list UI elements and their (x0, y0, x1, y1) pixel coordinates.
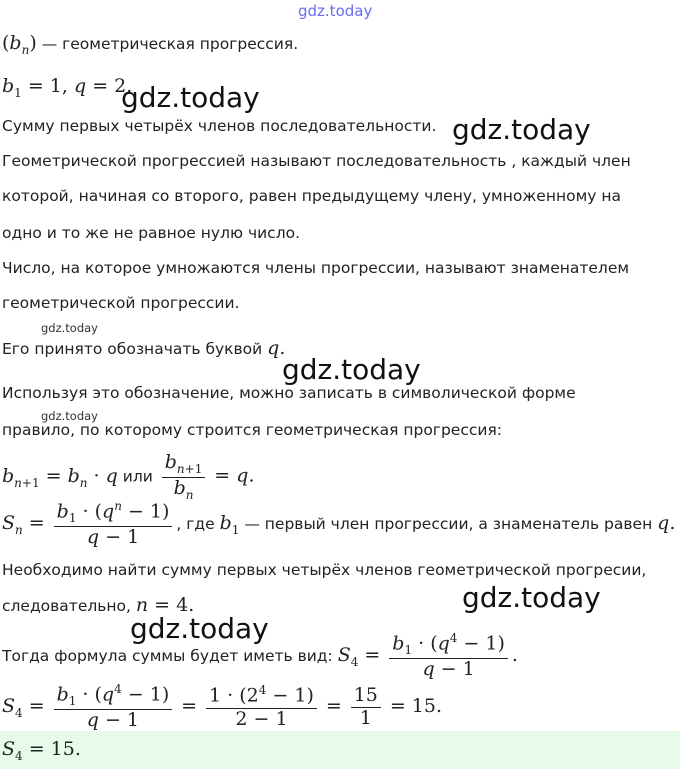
first-term-text: — первый член прогрессии, а знаменатель равен (244, 514, 653, 533)
progression-text: — геометрическая прогрессия. (41, 35, 299, 53)
task-text: Сумму первых четырёх членов последовательности. (2, 117, 437, 135)
recurrence-formula: $b_{n+1} = b_n \cdot q$ или $\frac{b_{n+1}}{b_n}$ = q. (2, 451, 255, 502)
notation-text: Его принято обозначать буквой (2, 340, 263, 358)
notation-line: Его принято обозначать буквой q. (2, 337, 286, 359)
watermark-small: gdz.today (41, 409, 98, 423)
given-values: $b_1 = 1$, q = 2. (2, 75, 133, 100)
formula-view-text: Тогда формула суммы будет иметь вид: (2, 646, 333, 665)
math-bn: $(b_n)$ (2, 32, 37, 57)
n-value-line: следовательно, n = 4. (2, 594, 195, 616)
therefore-text: следовательно, (2, 597, 131, 615)
symbolic-line-1: Используя это обозначение, можно записать в символической форме (2, 384, 576, 402)
watermark: gdz.today (462, 581, 601, 614)
or-word: или (122, 467, 153, 486)
calc-fraction-1: $\frac{b_1 \cdot (q^4 - 1)}{q - 1}$ (54, 683, 173, 732)
watermark: gdz.today (452, 113, 591, 146)
ratio-fraction: $\frac{b_{n+1}}{b_n}$ (162, 452, 206, 502)
definition-line-1: Геометрической прогрессией называют последовательность , каждый член (2, 152, 631, 170)
ratio-line-1: Число, на которое умножаются члены прогрессии, называют знаменателем (2, 259, 630, 277)
definition-line-3: одно и то же не равное нулю число. (2, 224, 301, 242)
watermark: gdz.today (121, 81, 260, 114)
s4-fraction: $\frac{b_1 \cdot (q^4 - 1)}{q - 1}$ (389, 632, 508, 681)
symbolic-line-2: правило, по которому строится геометрическая прогрессия: (2, 421, 502, 439)
sum-fraction: $\frac{b_1 \cdot (q^n - 1)}{q - 1}$ (54, 500, 173, 549)
calc-fraction-3: $\frac{15}{1}$ (351, 685, 381, 730)
sum-formula: $S_n$ = $\frac{b_1 \cdot (q^n - 1)}{q - 1}$ , где $b_1$ — первый член прогрессии, а знаменатель равен q. (2, 499, 676, 548)
where-text: , где (176, 514, 215, 533)
ratio-line-2: геометрической прогрессии. (2, 294, 240, 312)
s4-formula-line: Тогда формула суммы будет иметь вид: $S_4$ = $\frac{b_1 \cdot (q^4 - 1)}{q - 1}$ . (2, 631, 518, 680)
progression-definition (2, 32, 298, 57)
watermark: gdz.today (130, 612, 269, 645)
watermark-top: gdz.today (298, 2, 373, 20)
watermark: gdz.today (282, 353, 421, 386)
s4-calculation: $S_4$ = $\frac{b_1 \cdot (q^4 - 1)}{q - 1}$ = $\frac{1 \cdot (2^4 - 1)}{2 - 1}$ = $\frac{15}{1}$ = 15. (2, 682, 442, 731)
answer-text: $S_4 = 15$. (2, 738, 81, 763)
answer-box (0, 731, 680, 769)
watermark-small: gdz.today (41, 321, 98, 335)
definition-line-2: которой, начиная со второго, равен предыдущему члену, умноженному на (2, 187, 622, 205)
calc-fraction-2: $\frac{1 \cdot (2^4 - 1)}{2 - 1}$ (206, 684, 317, 730)
find-sum-line: Необходимо найти сумму первых четырёх членов геометрической прогресии, (2, 561, 647, 579)
